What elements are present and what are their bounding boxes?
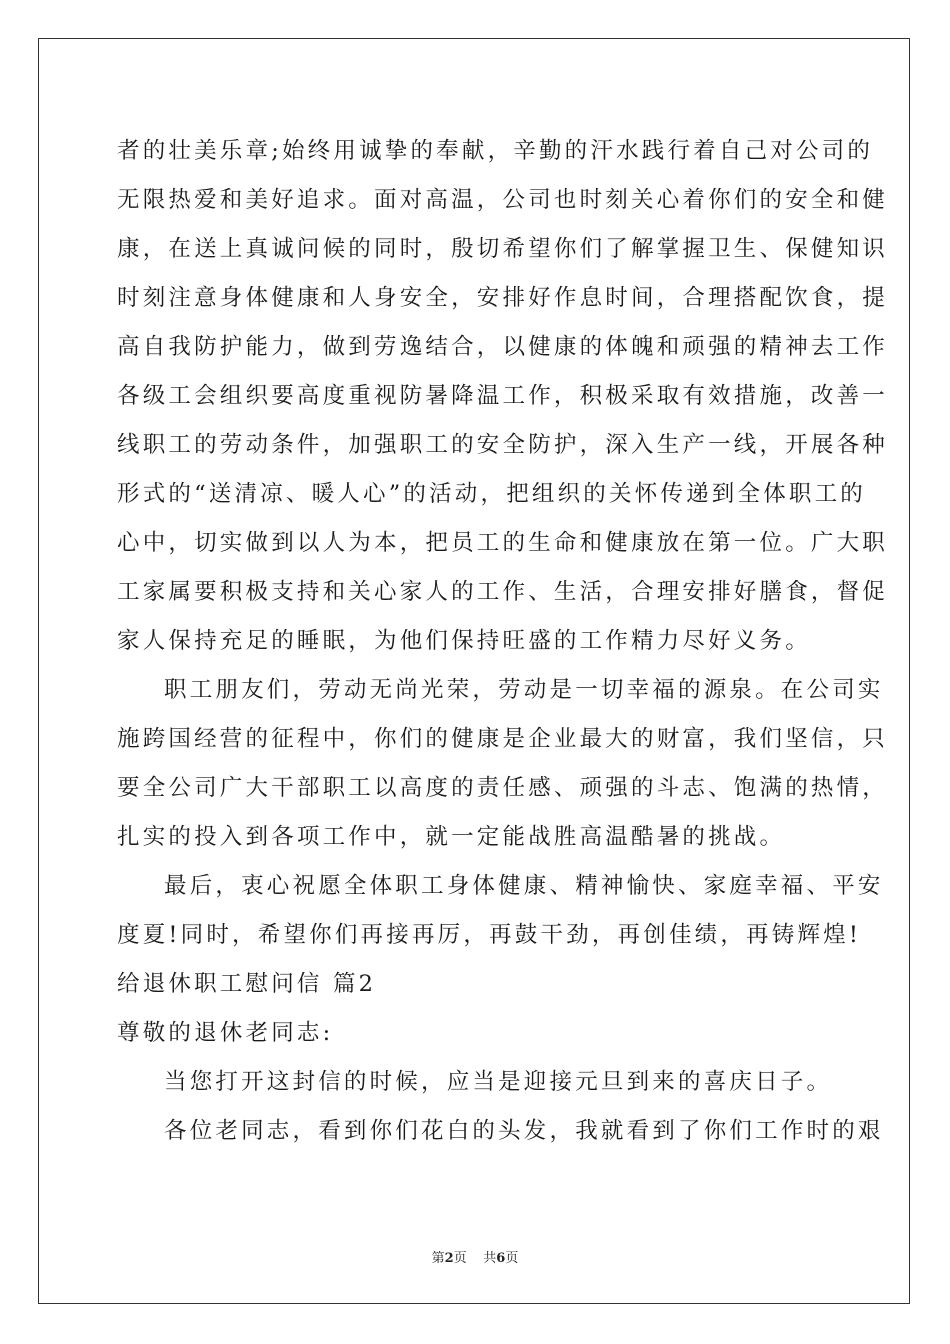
text-line: 工家属要积极支持和关心家人的工作、生活，合理安排好膳食，督促 [117,579,889,605]
paragraph-first-line: 最后，衷心祝愿全体职工身体健康、精神愉快、家庭幸福、平安 [164,873,884,899]
salutation: 尊敬的退休老同志: [117,1020,334,1046]
page-suffix: 页 [453,1251,467,1266]
text-line: 线职工的劳动条件，加强职工的安全防护，深入生产一线，开展各种 [117,432,889,458]
text-line: 无限热爱和美好追求。面对高温，公司也时刻关心着你们的安全和健 [117,187,889,213]
page-footer [0,1247,950,1266]
page-prefix: 第 [431,1251,445,1266]
text-line: 形式的“送清凉、暖人心”的活动，把组织的关怀传递到全体职工的 [117,481,867,507]
text-line: 家人保持充足的睡眠，为他们保持旺盛的工作精力尽好义务。 [117,628,811,654]
text-line: 高自我防护能力，做到劳逸结合，以健康的体魄和顽强的精神去工作 [117,334,889,360]
text-line: 各级工会组织要高度重视防暑降温工作，积极采取有效措施，改善一 [117,383,889,409]
document-body [117,127,889,1156]
paragraph-first-line: 各位老同志，看到你们花白的头发，我就看到了你们工作时的艰 [164,1118,884,1144]
text-line: 要全公司广大干部职工以高度的责任感、顽强的斗志、饱满的热情， [117,775,889,801]
page-number: 2 [444,1251,454,1266]
text-line: 者的壮美乐章;始终用诚挚的奉献，辛勤的汗水践行着自己对公司的 [117,138,874,164]
total-pages: 6 [496,1251,506,1266]
total-prefix: 共 [483,1251,497,1266]
text-line: 扎实的投入到各项工作中，就一定能战胜高温酷暑的挑战。 [117,824,786,850]
total-suffix: 页 [505,1251,519,1266]
paragraph-first-line: 职工朋友们，劳动无尚光荣，劳动是一切幸福的源泉。在公司实 [164,677,884,703]
text-line: 度夏!同时，希望你们再接再厉，再鼓干劲，再创佳绩，再铸辉煌! [117,922,862,948]
text-line: 施跨国经营的征程中，你们的健康是企业最大的财富，我们坚信，只 [117,726,889,752]
text-line: 康，在送上真诚问候的同时，殷切希望你们了解掌握卫生、保健知识 [117,236,889,262]
paragraph-first-line: 当您打开这封信的时候，应当是迎接元旦到来的喜庆日子。 [164,1069,833,1095]
section-heading: 给退休职工慰问信 篇2 [117,971,377,997]
text-line: 时刻注意身体健康和人身安全，安排好作息时间，合理搭配饮食，提 [117,285,889,311]
text-line: 心中，切实做到以人为本，把员工的生命和健康放在第一位。广大职 [117,530,889,556]
